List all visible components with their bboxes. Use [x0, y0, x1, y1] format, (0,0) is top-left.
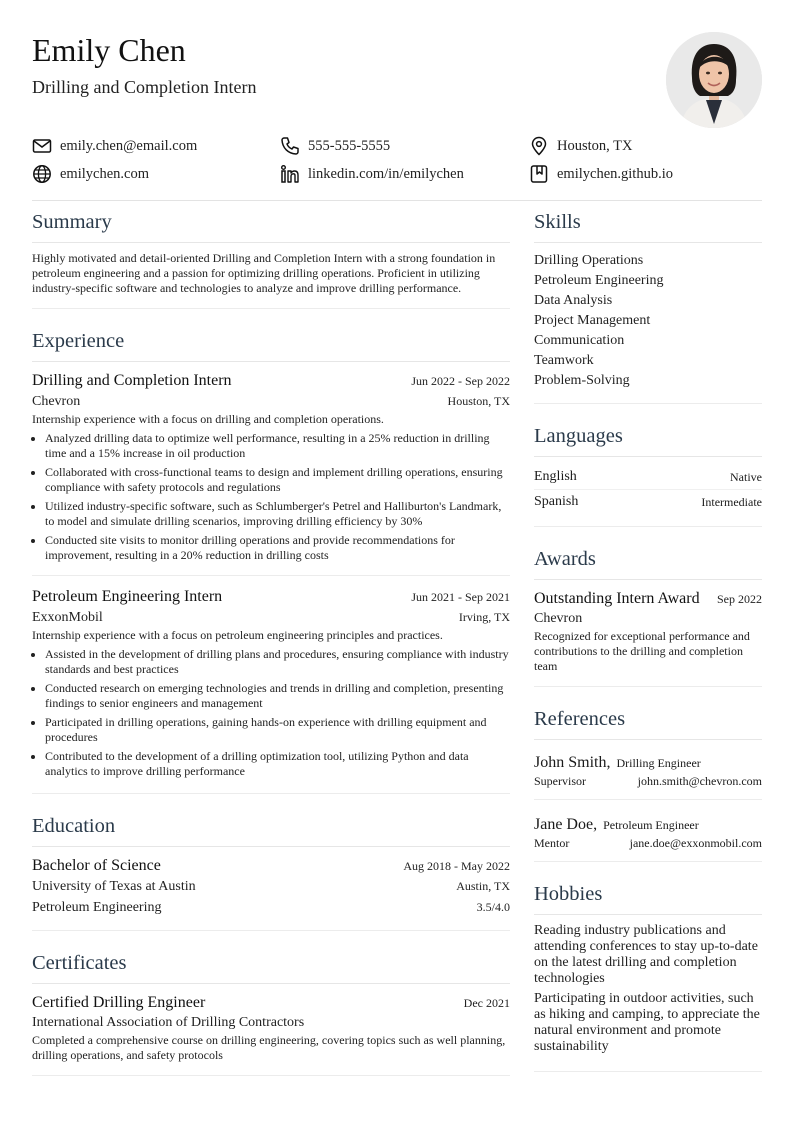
- language-name: English: [534, 469, 577, 484]
- experience-bullet: • Analyzed drilling data to optimize well performance, resulting in a 25% reduction in drilling time and a 15% increase in oil production: [45, 431, 510, 461]
- experience-location: Irving, TX: [458, 610, 510, 624]
- experience-bullet: • Contributed to the development of a drilling optimization tool, utilizing Python and data analytics to improve drilling performance: [45, 749, 510, 779]
- award-name: Outstanding Intern Award: [534, 590, 700, 607]
- experience-bullet: • Conducted research on emerging technologies and trends in drilling and completion, presenting findings to senior engineers and management: [45, 681, 510, 711]
- education-field: Petroleum Engineering: [32, 900, 162, 915]
- globe-icon: [32, 164, 52, 184]
- skill-item: Project Management: [534, 313, 651, 328]
- header-divider: [32, 200, 762, 201]
- experience-role: Drilling and Completion Intern: [32, 372, 232, 389]
- skill-item: Petroleum Engineering: [534, 273, 664, 288]
- experience-bullet: • Conducted site visits to monitor drilling operations and provide recommendations for improvement, resulting in a 20% reduction in drilling costs: [45, 533, 510, 563]
- contact-github-text: emilychen.github.io: [557, 165, 673, 182]
- experience-company: ExxonMobil: [32, 610, 103, 625]
- hobby-item: Reading industry publications and attending conferences to stay up-to-date on the latest drilling and completion technologies: [534, 923, 758, 986]
- contact-location: [529, 134, 632, 158]
- profile-photo-image: [666, 32, 762, 128]
- candidate-title: Drilling and Completion Intern: [32, 77, 257, 97]
- certificate-issuer: International Association of Drilling Contractors: [32, 1015, 305, 1030]
- education-section: [32, 810, 510, 931]
- reference-role: Drilling Engineer: [616, 756, 701, 770]
- experience-bullets: [32, 431, 510, 563]
- summary-section: [32, 206, 510, 309]
- awards-section: [534, 543, 762, 687]
- education-school: University of Texas at Austin: [32, 879, 196, 894]
- reference-role: Petroleum Engineer: [603, 818, 699, 832]
- contact-location-text: Houston, TX: [557, 137, 633, 154]
- skill-item: Problem-Solving: [534, 373, 630, 388]
- reference-item: [534, 810, 762, 862]
- experience-heading: Experience: [32, 325, 510, 362]
- summary-text: Highly motivated and detail-oriented Drilling and Completion Intern with a strong foundation in petroleum engineering and a passion for optimizing drilling operations. Proficient in utilizing industry-specific software and technologies to analyze and improve drilling performance.: [32, 251, 496, 295]
- skill-item: Communication: [534, 333, 625, 348]
- mail-icon: [32, 136, 52, 156]
- skills-heading: Skills: [534, 206, 762, 243]
- language-name: Spanish: [534, 494, 579, 509]
- experience-bullet: • Assisted in the development of drilling plans and procedures, ensuring compliance with industry standards and best practices: [45, 647, 510, 677]
- contact-linkedin-text: linkedin.com/in/emilychen: [308, 165, 464, 182]
- language-level: Native: [730, 469, 762, 484]
- certificates-heading: Certificates: [32, 947, 510, 984]
- candidate-name: Emily Chen: [32, 32, 186, 68]
- award-date: Sep 2022: [717, 592, 762, 606]
- skill-item: Teamwork: [534, 353, 594, 368]
- left-column: [32, 206, 510, 1092]
- reference-item: [534, 748, 762, 800]
- awards-heading: Awards: [534, 543, 762, 580]
- reference-relation: Supervisor: [534, 774, 586, 788]
- entry-divider: [32, 575, 510, 576]
- location-pin-icon: [529, 136, 549, 156]
- reference-name: John Smith,: [534, 754, 611, 771]
- experience-role: Petroleum Engineering Intern: [32, 588, 223, 605]
- languages-section: [534, 420, 762, 527]
- experience-description: Internship experience with a focus on drilling and completion operations.: [32, 412, 384, 426]
- contact-website[interactable]: [32, 162, 149, 186]
- certificate-date: Dec 2021: [463, 996, 510, 1010]
- phone-icon: [280, 136, 300, 156]
- experience-bullet: • Utilized industry-specific software, such as Schlumberger's Petrel and Halliburton's Landmark, to model and simulate drilling scenarios, improving drilling efficiency by 30%: [45, 499, 510, 529]
- reference-email[interactable]: jane.doe@exxonmobil.com: [629, 836, 762, 850]
- award-description: Recognized for exceptional performance and contributions to the drilling and completion team: [534, 629, 750, 673]
- bookmark-icon: [529, 164, 549, 184]
- contact-email-text: emily.chen@email.com: [60, 137, 198, 154]
- linkedin-icon: [280, 164, 300, 184]
- contact-phone-text: 555-555-5555: [308, 137, 391, 154]
- skill-item: Data Analysis: [534, 293, 613, 308]
- hobbies-section: [534, 878, 762, 1072]
- reference-name: Jane Doe,: [534, 816, 598, 833]
- hobby-item: Participating in outdoor activities, such as hiking and camping, to appreciate the natural environment and promote sustainability: [534, 991, 760, 1054]
- experience-entry: [32, 370, 510, 563]
- reference-email[interactable]: john.smith@chevron.com: [637, 774, 762, 788]
- references-heading: References: [534, 703, 762, 740]
- experience-dates: Jun 2021 - Sep 2021: [411, 590, 510, 604]
- profile-photo: [666, 32, 762, 128]
- award-org: Chevron: [534, 611, 583, 626]
- education-location: Austin, TX: [456, 879, 510, 893]
- certificate-name: Certified Drilling Engineer: [32, 994, 206, 1011]
- contact-website-text: emilychen.com: [60, 165, 149, 182]
- education-degree: Bachelor of Science: [32, 857, 161, 874]
- references-section: [534, 703, 762, 862]
- languages-heading: Languages: [534, 420, 762, 457]
- reference-relation: Mentor: [534, 836, 570, 850]
- contact-phone[interactable]: [280, 134, 390, 158]
- experience-section: [32, 325, 510, 794]
- contact-github[interactable]: [529, 162, 673, 186]
- certificates-section: [32, 947, 510, 1076]
- contact-linkedin[interactable]: [280, 162, 464, 186]
- education-heading: Education: [32, 810, 510, 847]
- experience-entry: [32, 586, 510, 779]
- experience-location: Houston, TX: [447, 394, 510, 408]
- hobbies-heading: Hobbies: [534, 878, 762, 915]
- experience-company: Chevron: [32, 394, 81, 409]
- experience-dates: Jun 2022 - Sep 2022: [411, 374, 510, 388]
- right-column: [534, 206, 762, 1088]
- language-level: Intermediate: [701, 494, 762, 509]
- summary-heading: Summary: [32, 206, 510, 243]
- experience-bullets: [32, 647, 510, 779]
- experience-bullet: • Collaborated with cross-functional teams to design and implement drilling operations, ensuring compliance with safety protocols and regulations: [45, 465, 510, 495]
- skill-item: Drilling Operations: [534, 253, 644, 268]
- language-item: [534, 465, 762, 490]
- skills-section: [534, 206, 762, 404]
- experience-description: Internship experience with a focus on petroleum engineering principles and practices.: [32, 628, 443, 642]
- certificate-description: Completed a comprehensive course on drilling engineering, covering topics such as well planning, drilling operations, and safety protocols: [32, 1033, 506, 1062]
- education-dates: Aug 2018 - May 2022: [403, 859, 510, 873]
- language-item: [534, 490, 762, 514]
- experience-bullet: • Participated in drilling operations, gaining hands-on experience with drilling equipment and procedures: [45, 715, 510, 745]
- education-gpa: 3.5/4.0: [476, 900, 510, 914]
- contact-email[interactable]: [32, 134, 197, 158]
